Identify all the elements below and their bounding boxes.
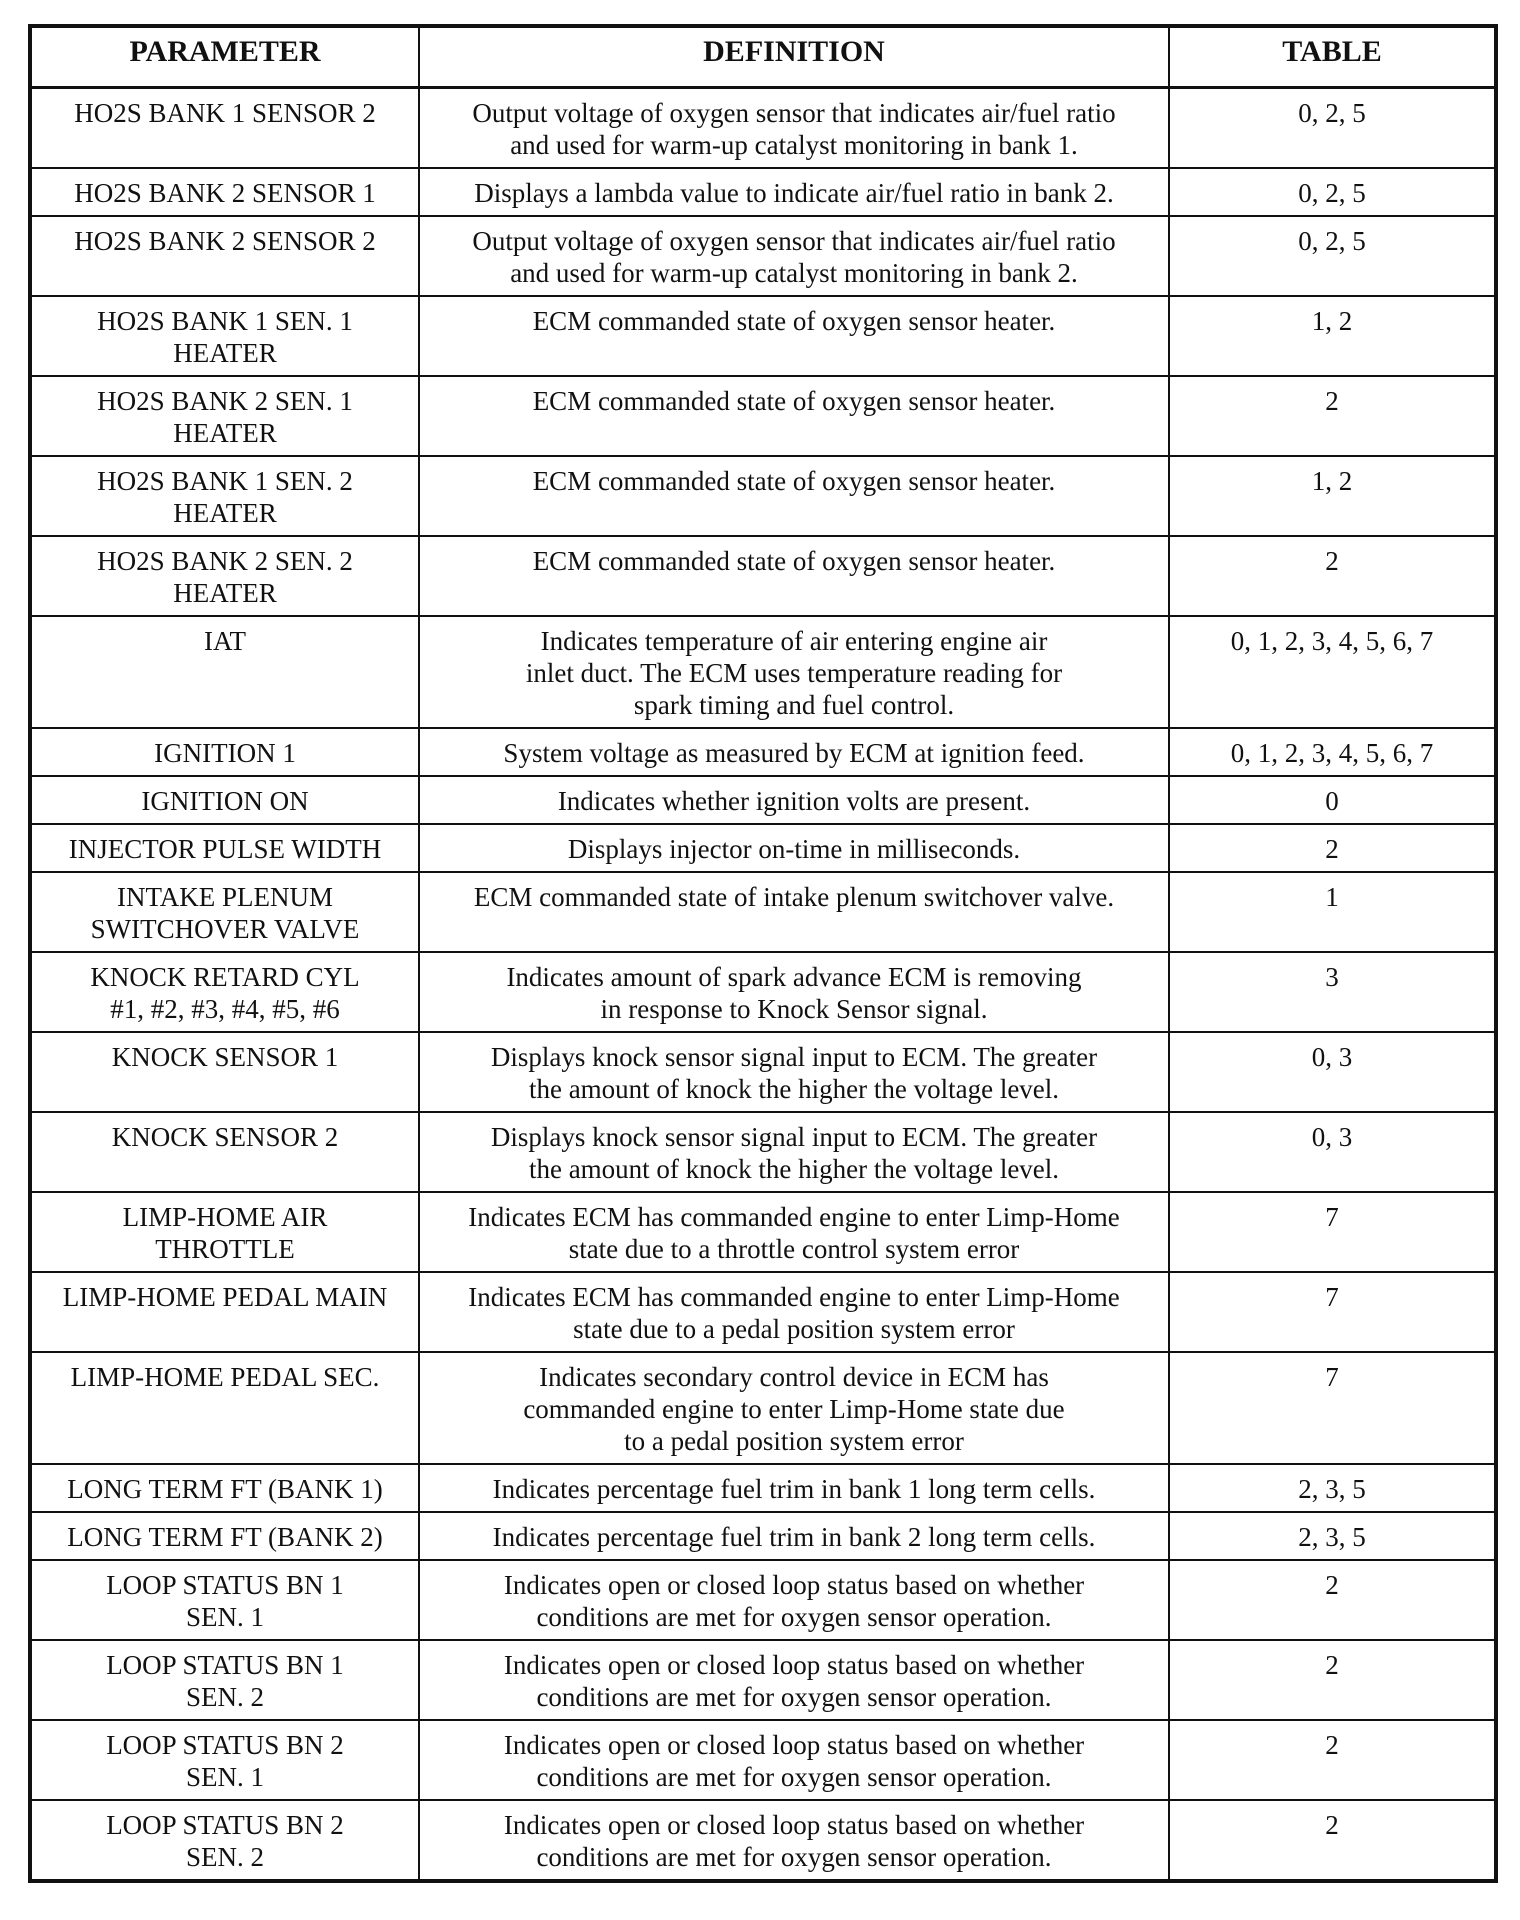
- table-row: [30, 1112, 1496, 1192]
- table-row: [30, 296, 1496, 376]
- cell-parameter: INJECTOR PULSE WIDTH: [30, 824, 419, 872]
- table-row: [30, 1192, 1496, 1272]
- cell-definition: Indicates open or closed loop status based on whether conditions are met for oxygen sensor operation.: [419, 1560, 1169, 1640]
- cell-parameter: LOOP STATUS BN 2 SEN. 2: [30, 1800, 419, 1881]
- cell-parameter: HO2S BANK 1 SEN. 1 HEATER: [30, 296, 419, 376]
- table-row: [30, 1640, 1496, 1720]
- cell-parameter: IGNITION ON: [30, 776, 419, 824]
- table-row: [30, 88, 1496, 169]
- cell-table: 2: [1169, 376, 1496, 456]
- cell-table: 0, 1, 2, 3, 4, 5, 6, 7: [1169, 728, 1496, 776]
- cell-definition: ECM commanded state of intake plenum switchover valve.: [419, 872, 1169, 952]
- table-row: [30, 952, 1496, 1032]
- cell-parameter: LOOP STATUS BN 1 SEN. 2: [30, 1640, 419, 1720]
- cell-table: 2: [1169, 1720, 1496, 1800]
- cell-parameter: INTAKE PLENUM SWITCHOVER VALVE: [30, 872, 419, 952]
- cell-table: 0, 3: [1169, 1112, 1496, 1192]
- cell-table: 2: [1169, 536, 1496, 616]
- cell-definition: Indicates open or closed loop status based on whether conditions are met for oxygen sensor operation.: [419, 1800, 1169, 1881]
- cell-definition: Output voltage of oxygen sensor that indicates air/fuel ratio and used for warm-up catalyst monitoring in bank 1.: [419, 88, 1169, 169]
- cell-parameter: HO2S BANK 2 SEN. 2 HEATER: [30, 536, 419, 616]
- cell-parameter: KNOCK SENSOR 2: [30, 1112, 419, 1192]
- cell-definition: Indicates temperature of air entering engine air inlet duct. The ECM uses temperature reading for spark timing and fuel control.: [419, 616, 1169, 728]
- cell-definition: Indicates open or closed loop status based on whether conditions are met for oxygen sensor operation.: [419, 1640, 1169, 1720]
- table-row: [30, 216, 1496, 296]
- table-row: [30, 728, 1496, 776]
- cell-parameter: HO2S BANK 2 SENSOR 1: [30, 168, 419, 216]
- cell-parameter: IAT: [30, 616, 419, 728]
- cell-definition: Displays injector on-time in milliseconds.: [419, 824, 1169, 872]
- cell-parameter: LONG TERM FT (BANK 1): [30, 1464, 419, 1512]
- cell-definition: Displays knock sensor signal input to ECM. The greater the amount of knock the higher the voltage level.: [419, 1032, 1169, 1112]
- cell-table: 7: [1169, 1192, 1496, 1272]
- cell-table: 2, 3, 5: [1169, 1464, 1496, 1512]
- cell-table: 0, 3: [1169, 1032, 1496, 1112]
- table-row: [30, 1464, 1496, 1512]
- table-row: [30, 616, 1496, 728]
- cell-table: 0, 2, 5: [1169, 168, 1496, 216]
- table-row: [30, 1800, 1496, 1881]
- cell-table: 1, 2: [1169, 456, 1496, 536]
- cell-definition: ECM commanded state of oxygen sensor heater.: [419, 376, 1169, 456]
- cell-parameter: IGNITION 1: [30, 728, 419, 776]
- table-row: [30, 1720, 1496, 1800]
- table-row: [30, 1352, 1496, 1464]
- cell-definition: Indicates whether ignition volts are present.: [419, 776, 1169, 824]
- cell-table: 0, 2, 5: [1169, 216, 1496, 296]
- cell-parameter: LIMP-HOME AIR THROTTLE: [30, 1192, 419, 1272]
- cell-definition: Indicates secondary control device in ECM has commanded engine to enter Limp-Home state due to a pedal position system error: [419, 1352, 1169, 1464]
- cell-table: 1, 2: [1169, 296, 1496, 376]
- cell-definition: ECM commanded state of oxygen sensor heater.: [419, 536, 1169, 616]
- table-row: [30, 824, 1496, 872]
- cell-table: 0, 1, 2, 3, 4, 5, 6, 7: [1169, 616, 1496, 728]
- cell-parameter: HO2S BANK 1 SENSOR 2: [30, 88, 419, 169]
- cell-definition: Indicates ECM has commanded engine to enter Limp-Home state due to a pedal position system error: [419, 1272, 1169, 1352]
- table-body: [30, 88, 1496, 1882]
- cell-definition: Indicates amount of spark advance ECM is removing in response to Knock Sensor signal.: [419, 952, 1169, 1032]
- cell-table: 7: [1169, 1272, 1496, 1352]
- cell-parameter: KNOCK SENSOR 1: [30, 1032, 419, 1112]
- cell-definition: System voltage as measured by ECM at ignition feed.: [419, 728, 1169, 776]
- cell-table: 2: [1169, 1800, 1496, 1881]
- cell-parameter: LONG TERM FT (BANK 2): [30, 1512, 419, 1560]
- header-definition: DEFINITION: [419, 26, 1169, 88]
- cell-parameter: HO2S BANK 2 SENSOR 2: [30, 216, 419, 296]
- cell-parameter: HO2S BANK 1 SEN. 2 HEATER: [30, 456, 419, 536]
- cell-definition: Displays knock sensor signal input to ECM. The greater the amount of knock the higher the voltage level.: [419, 1112, 1169, 1192]
- cell-definition: Indicates ECM has commanded engine to enter Limp-Home state due to a throttle control system error: [419, 1192, 1169, 1272]
- cell-parameter: LIMP-HOME PEDAL SEC.: [30, 1352, 419, 1464]
- table-row: [30, 1032, 1496, 1112]
- cell-table: 2, 3, 5: [1169, 1512, 1496, 1560]
- cell-parameter: KNOCK RETARD CYL #1, #2, #3, #4, #5, #6: [30, 952, 419, 1032]
- cell-table: 0: [1169, 776, 1496, 824]
- table-row: [30, 536, 1496, 616]
- table-row: [30, 168, 1496, 216]
- cell-table: 1: [1169, 872, 1496, 952]
- cell-parameter: LOOP STATUS BN 2 SEN. 1: [30, 1720, 419, 1800]
- cell-table: 3: [1169, 952, 1496, 1032]
- table-row: [30, 456, 1496, 536]
- table-row: [30, 776, 1496, 824]
- cell-parameter: LOOP STATUS BN 1 SEN. 1: [30, 1560, 419, 1640]
- table-row: [30, 1560, 1496, 1640]
- cell-table: 2: [1169, 1560, 1496, 1640]
- cell-parameter: HO2S BANK 2 SEN. 1 HEATER: [30, 376, 419, 456]
- table-row: [30, 1272, 1496, 1352]
- cell-definition: ECM commanded state of oxygen sensor heater.: [419, 456, 1169, 536]
- cell-table: 7: [1169, 1352, 1496, 1464]
- parameter-definition-table: [28, 24, 1498, 1883]
- table-row: [30, 872, 1496, 952]
- cell-definition: ECM commanded state of oxygen sensor heater.: [419, 296, 1169, 376]
- cell-definition: Output voltage of oxygen sensor that indicates air/fuel ratio and used for warm-up catalyst monitoring in bank 2.: [419, 216, 1169, 296]
- header-parameter: PARAMETER: [30, 26, 419, 88]
- cell-definition: Indicates open or closed loop status based on whether conditions are met for oxygen sensor operation.: [419, 1720, 1169, 1800]
- cell-table: 0, 2, 5: [1169, 88, 1496, 169]
- cell-definition: Indicates percentage fuel trim in bank 1 long term cells.: [419, 1464, 1169, 1512]
- header-table: TABLE: [1169, 26, 1496, 88]
- cell-table: 2: [1169, 824, 1496, 872]
- cell-table: 2: [1169, 1640, 1496, 1720]
- table-row: [30, 376, 1496, 456]
- cell-definition: Displays a lambda value to indicate air/fuel ratio in bank 2.: [419, 168, 1169, 216]
- cell-definition: Indicates percentage fuel trim in bank 2 long term cells.: [419, 1512, 1169, 1560]
- table-row: [30, 1512, 1496, 1560]
- header-row: [30, 26, 1496, 88]
- cell-parameter: LIMP-HOME PEDAL MAIN: [30, 1272, 419, 1352]
